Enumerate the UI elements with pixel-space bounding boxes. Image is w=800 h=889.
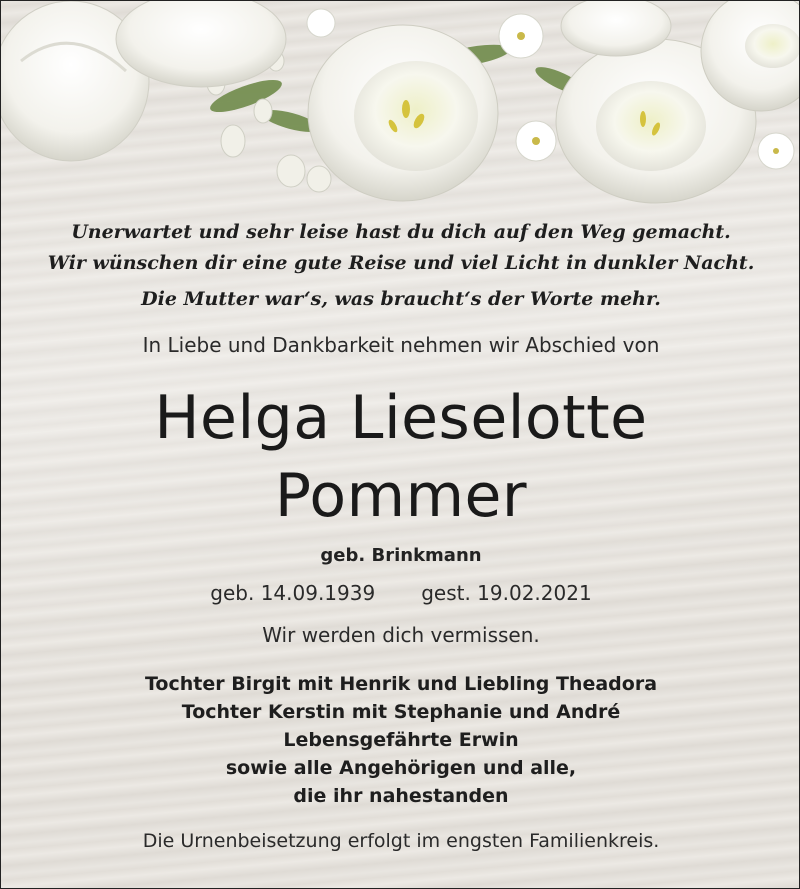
birth-name: geb. Brinkmann <box>320 545 482 566</box>
death-date: gest. 19.02.2021 <box>421 581 592 605</box>
poem <box>1 217 800 315</box>
mourner-line: Lebensgefährte Erwin <box>283 729 519 751</box>
deceased-first-names: Helga Lieselotte <box>154 383 648 453</box>
mourner-line: Tochter Birgit mit Henrik und Liebling Theadora <box>144 673 658 695</box>
mourner-line: sowie alle Angehörigen und alle, <box>225 757 577 779</box>
birth-date: geb. 14.09.1939 <box>210 581 376 605</box>
mourner-line: Tochter Kerstin mit Stephanie und André <box>181 701 621 723</box>
poem-line-1: Unerwartet und sehr leise hast du dich auf den Weg gemacht. <box>71 221 731 243</box>
poem-line-3: Die Mutter war‘s, was braucht‘s der Worte mehr. <box>141 288 661 310</box>
mourner-line: die ihr nahestanden <box>293 785 509 807</box>
deceased-name <box>1 379 800 535</box>
poem-line-2: Wir wünschen dir eine gute Reise und viel Licht in dunkler Nacht. <box>47 252 755 274</box>
intro-text: In Liebe und Dankbarkeit nehmen wir Abschied von <box>142 333 660 357</box>
white-tulips-image <box>1 1 800 216</box>
deceased-surname: Pommer <box>274 461 528 531</box>
farewell-text: Wir werden dich vermissen. <box>262 623 540 647</box>
life-dates <box>1 581 800 605</box>
closing-text: Die Urnenbeisetzung erfolgt im engsten Familienkreis. <box>142 830 660 852</box>
mourners-list <box>1 670 800 810</box>
